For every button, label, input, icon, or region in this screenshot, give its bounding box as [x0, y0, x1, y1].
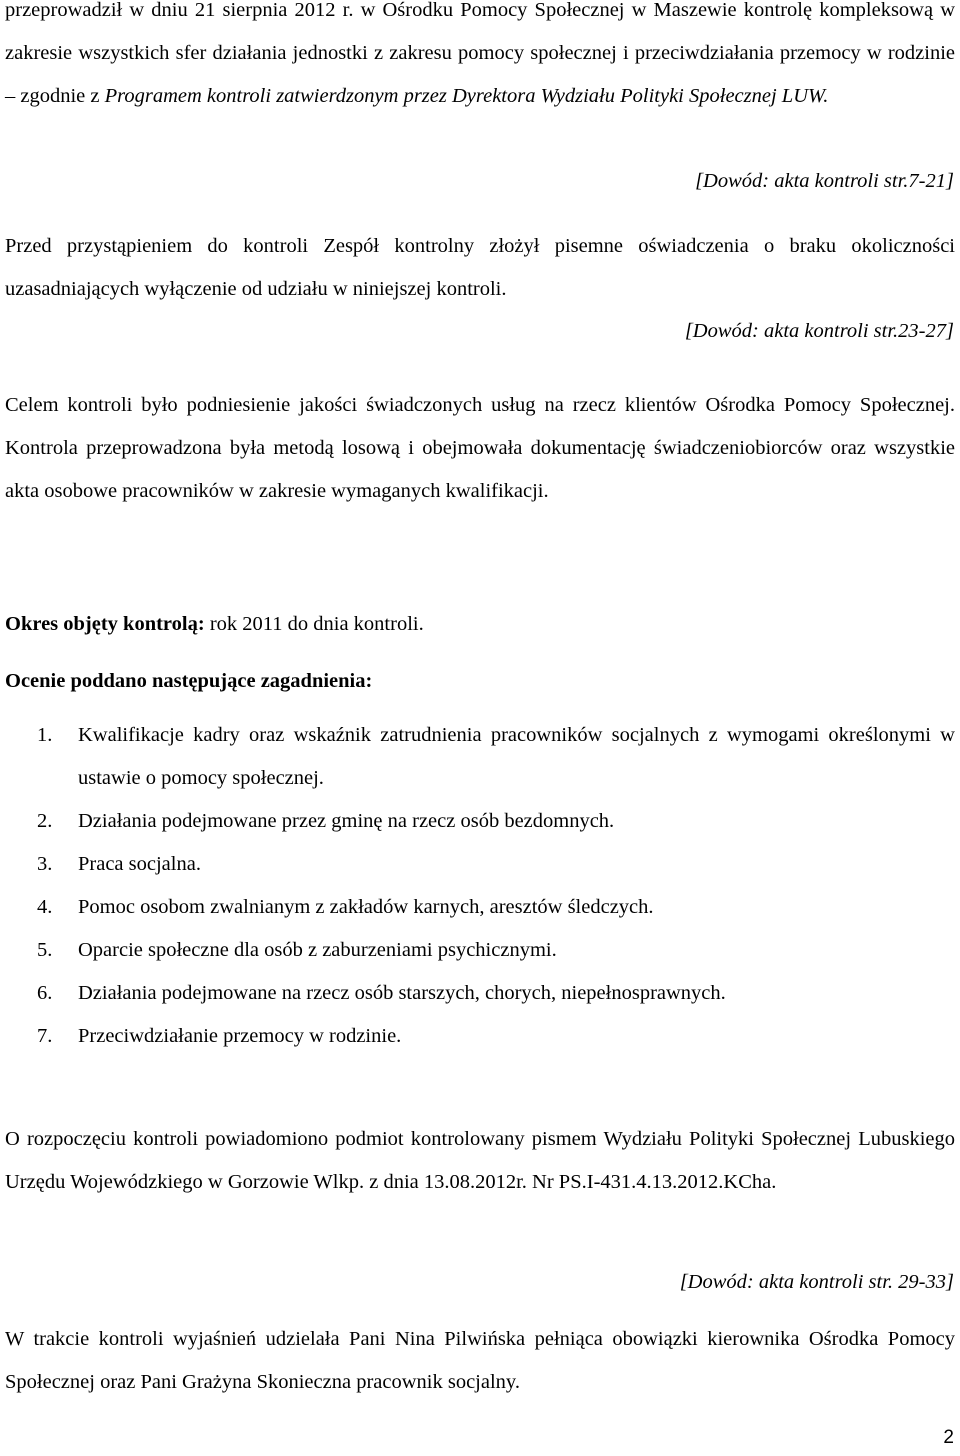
- paragraph-notification: O rozpoczęciu kontroli powiadomiono podmiot kontrolowany pismem Wydziału Polityki Społecznej Lubuskiego Urzędu Wojewódzkiego w Gorzowie Wlkp. z dnia 13.08.2012r. Nr PS.I-431.4.13.2012.KCha.: [5, 1128, 955, 1193]
- list-item-number: 3.: [37, 853, 53, 875]
- list-item-text: Przeciwdziałanie przemocy w rodzinie.: [78, 1025, 402, 1047]
- list-item-number: 1.: [37, 724, 53, 746]
- list-item: [37, 1015, 955, 1058]
- scope-label: Okres objęty kontrolą:: [5, 613, 205, 635]
- paragraph-purpose: Celem kontroli było podniesienie jakości świadczonych usług na rzecz klientów Ośrodka Pomocy Społecznej. Kontrola przeprowadzona była metodą losową i obejmowała dokumentację świadczeniobiorców oraz wszystkie akta osobowe pracowników w zakresie wymaganych kwalifikacji.: [5, 394, 955, 502]
- list-item-text: Pomoc osobom zwalnianym z zakładów karnych, aresztów śledczych.: [78, 896, 654, 918]
- list-item-number: 2.: [37, 810, 53, 832]
- evidence-reference-2: [Dowód: akta kontroli str.23-27]: [684, 320, 954, 342]
- evidence-reference-1: [Dowód: akta kontroli str.7-21]: [695, 170, 954, 192]
- page-number: 2: [943, 1427, 954, 1448]
- list-item: [37, 929, 955, 972]
- list-item-text: Oparcie społeczne dla osób z zaburzeniami psychicznymi.: [78, 939, 557, 961]
- paragraph-explanations: W trakcie kontroli wyjaśnień udzielała Pani Nina Pilwińska pełniąca obowiązki kierownika Ośrodka Pomocy Społecznej oraz Pani Grażyna Skonieczna pracownik socjalny.: [5, 1328, 955, 1393]
- list-item: [37, 886, 955, 929]
- program-reference: Programem kontroli zatwierdzonym przez Dyrektora Wydziału Polityki Społecznej LUW.: [104, 85, 829, 107]
- evidence-reference-3: [Dowód: akta kontroli str. 29-33]: [679, 1271, 954, 1293]
- issues-list: [37, 714, 955, 1058]
- scope-value: rok 2011 do dnia kontroli.: [204, 613, 424, 635]
- list-item-text: Kwalifikacje kadry oraz wskaźnik zatrudnienia pracowników socjalnych z wymogami określonymi w ustawie o pomocy społecznej.: [78, 724, 955, 789]
- list-item-number: 7.: [37, 1025, 53, 1047]
- list-item-number: 5.: [37, 939, 53, 961]
- list-item: [37, 714, 955, 800]
- list-item-number: 4.: [37, 896, 53, 918]
- scope-line: [5, 609, 424, 639]
- paragraph-inspection-text: przeprowadził w dniu 21 sierpnia 2012 r. w Ośrodku Pomocy Społecznej w Maszewie kontrolę kompleksową w zakresie wszystkich sfer działania jednostki z zakresu pomocy społecznej i przeciwdziałania przemocy w rodzinie – zgodnie z: [5, 0, 955, 107]
- paragraph-declaration: Przed przystąpieniem do kontroli Zespół kontrolny złożył pisemne oświadczenia o braku okoliczności uzasadniających wyłączenie od udziału w niniejszej kontroli.: [5, 235, 955, 300]
- issues-heading: Ocenie poddano następujące zagadnienia:: [5, 670, 373, 692]
- list-item-text: Praca socjalna.: [78, 853, 201, 875]
- list-item: [37, 843, 955, 886]
- paragraph-inspection-info: [5, 0, 955, 118]
- list-item-text: Działania podejmowane przez gminę na rzecz osób bezdomnych.: [78, 810, 615, 832]
- list-item-number: 6.: [37, 982, 53, 1004]
- list-item-text: Działania podejmowane na rzecz osób starszych, chorych, niepełnosprawnych.: [78, 982, 726, 1004]
- list-item: [37, 800, 955, 843]
- list-item: [37, 972, 955, 1015]
